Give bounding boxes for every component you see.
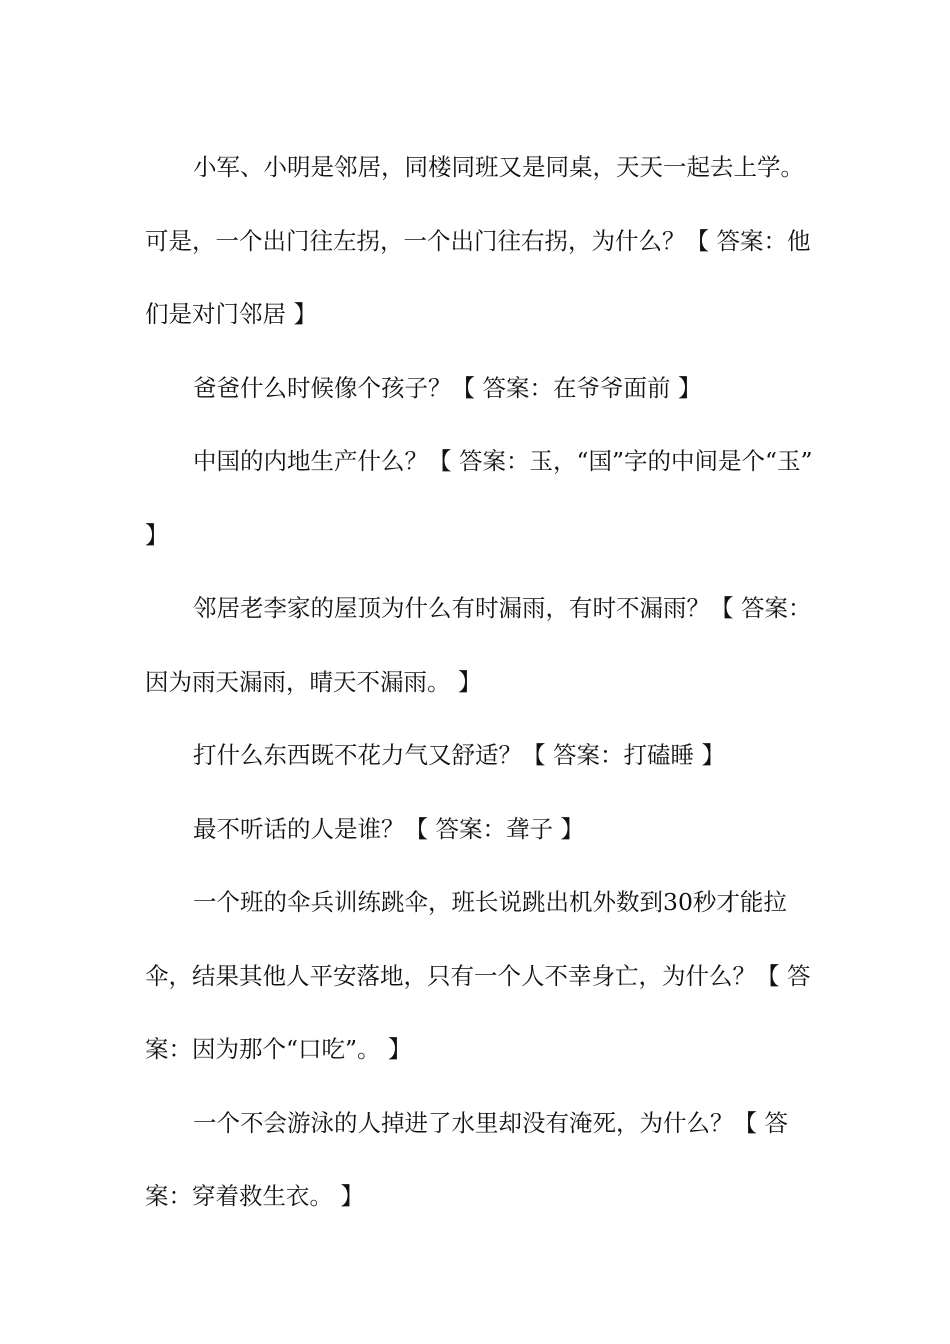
riddle-paragraph-disobedient: 最不听话的人是谁？【 答案：聋子 】 bbox=[193, 814, 584, 843]
riddle-text-body bbox=[145, 131, 825, 1234]
riddle-paragraph-paratroopers: 一个班的伞兵训练跳伞，班长说跳出机外数到30秒才能拉伞，结果其他人平安落地，只有一个人不幸身亡，为什么？【 答案：因为那个“口吃”。 】 bbox=[145, 888, 811, 1063]
riddle-paragraph-effortless: 打什么东西既不花力气又舒适？【 答案：打磕睡 】 bbox=[193, 741, 725, 769]
riddle-paragraph-dad-child: 爸爸什么时候像个孩子？【 答案：在爷爷面前 】 bbox=[193, 373, 702, 402]
riddle-paragraph-neighbors: 小军、小明是邻居，同楼同班又是同桌，天天一起去上学。可是，一个出门往左拐，一个出门往右拐，为什么？【 答案：他们是对门邻居 】 bbox=[145, 153, 811, 328]
riddle-paragraph-swimming: 一个不会游泳的人掉进了水里却没有淹死，为什么？【 答案：穿着救生衣。 】 bbox=[145, 1108, 788, 1210]
riddle-paragraph-leaky-roof: 邻居老李家的屋顶为什么有时漏雨，有时不漏雨？【 答案：因为雨天漏雨，晴天不漏雨。 】 bbox=[145, 594, 812, 696]
riddle-paragraph-china-inland: 中国的内地生产什么？【 答案：玉，“国”字的中间是个“玉” 】 bbox=[145, 447, 821, 549]
